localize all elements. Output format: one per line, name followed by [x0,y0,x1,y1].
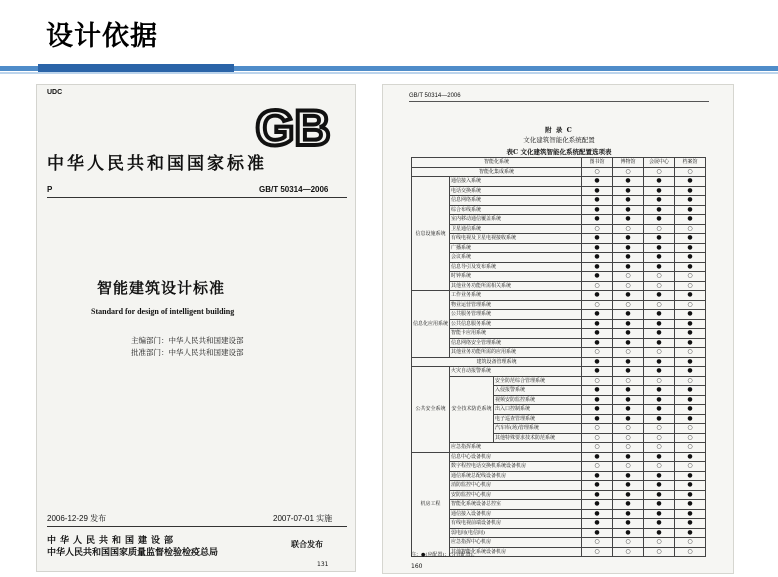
config-mark: ● [675,243,706,253]
table-row [412,443,706,453]
config-mark: ● [582,243,613,253]
table-row [412,186,706,196]
config-mark: ● [582,338,613,348]
config-mark: ● [613,509,644,519]
row-label: 火灾自动报警系统 [450,367,582,377]
appendix-subtitle: 文化建筑智能化系统配置 [523,136,595,144]
config-mark: ● [644,177,675,187]
group-label: 信息化应用系统 [412,291,450,358]
row-label: 智能化集成系统 [412,167,582,177]
config-mark: ● [613,291,644,301]
config-mark: ● [644,528,675,538]
udc-label: UDC [47,89,63,96]
config-mark: ● [644,338,675,348]
config-mark: ○ [644,424,675,434]
table-row [412,367,706,377]
cover-rule-bottom [47,526,347,527]
config-mark: ○ [613,433,644,443]
config-mark: ○ [582,376,613,386]
row-label: 公共服务管理系统 [450,310,582,320]
table-row [412,519,706,529]
row-label: 综合布线系统 [450,205,582,215]
header-system: 智能化系统 [412,158,582,168]
config-mark: ● [582,262,613,272]
row-label: 其他业务功能所需相关系统 [450,281,582,291]
config-mark: ● [613,405,644,415]
standard-english-title: Standard for design of intelligent building [91,307,235,316]
config-mark: ● [582,310,613,320]
config-mark: ○ [613,300,644,310]
config-mark: ● [582,395,613,405]
row-label: 安防监控中心机房 [450,490,582,500]
config-mark: ● [582,177,613,187]
row-label: 数字程控电话交换机系统设备机房 [450,462,582,472]
config-mark: ○ [644,224,675,234]
config-mark: ● [582,414,613,424]
table-row [412,490,706,500]
config-mark: ○ [613,443,644,453]
config-mark: ● [675,509,706,519]
config-mark: ● [582,481,613,491]
config-mark: ● [613,329,644,339]
config-mark: ● [644,319,675,329]
row-label: 汽车库(场)管理系统 [494,424,582,434]
config-mark: ○ [675,281,706,291]
config-mark: ○ [675,272,706,282]
config-mark: ● [613,500,644,510]
config-mark: ● [675,262,706,272]
config-mark: ● [582,490,613,500]
config-mark: ● [582,186,613,196]
config-mark: ● [582,234,613,244]
table-row [412,329,706,339]
config-mark: ● [644,329,675,339]
row-label: 应急指挥中心机房 [450,538,582,548]
issue-date: 2006-12-29 发布 [47,514,107,523]
row-label: 信息导引及发布系统 [450,262,582,272]
config-mark: ● [675,405,706,415]
config-mark: ● [613,395,644,405]
joint-release-label: 联合发布 [291,539,323,549]
config-mark: ● [675,205,706,215]
config-mark: ○ [613,424,644,434]
standard-cover-page [36,84,356,572]
table-row [412,224,706,234]
config-mark: ○ [582,300,613,310]
config-mark: ● [675,253,706,263]
config-mark: ● [582,509,613,519]
config-mark: ● [644,386,675,396]
row-label: 室内移动通信覆盖系统 [450,215,582,225]
config-mark: ● [644,186,675,196]
config-mark: ○ [644,281,675,291]
config-mark: ○ [582,281,613,291]
table-row [412,452,706,462]
config-mark: ● [613,319,644,329]
config-mark: ● [675,386,706,396]
config-mark: ● [675,481,706,491]
config-mark: ● [582,528,613,538]
table-row [412,348,706,358]
row-label: 视频安防监控系统 [494,395,582,405]
config-mark: ● [675,177,706,187]
standard-number: GB/T 50314—2006 [259,185,329,194]
group-label: 公共安全系统 [412,367,450,453]
config-mark: ● [613,414,644,424]
config-mark: ● [613,386,644,396]
row-label: 出入口控制系统 [494,405,582,415]
config-mark: ● [644,357,675,367]
config-mark: ○ [675,433,706,443]
row-label: 会议系统 [450,253,582,263]
config-mark: ● [675,367,706,377]
title-divider-line [0,72,778,74]
config-mark: ● [644,196,675,206]
config-mark: ○ [582,348,613,358]
header-library: 图书馆 [582,158,613,168]
config-mark: ● [582,272,613,282]
issuer-line-2: 中华人民共和国国家质量监督检验检疫总局 [47,548,219,558]
row-label: 建筑设备管理系统 [412,357,582,367]
table-header-row [412,158,706,168]
table-row [412,310,706,320]
table-row [412,291,706,301]
config-mark: ● [675,519,706,529]
config-mark: ● [613,471,644,481]
table-row [412,177,706,187]
config-mark: ● [675,310,706,320]
config-mark: ● [613,205,644,215]
config-mark: ● [675,490,706,500]
page-header-code: GB/T 50314—2006 [409,93,461,99]
config-mark: ● [644,452,675,462]
config-mark: ● [675,528,706,538]
config-mark: ○ [644,376,675,386]
row-label: 物业运营管理系统 [450,300,582,310]
config-mark: ○ [644,443,675,453]
config-mark: ○ [582,443,613,453]
table-row [412,319,706,329]
national-standard-title: 中华人民共和国国家标准 [47,154,267,174]
config-mark: ● [582,452,613,462]
p-mark: P [47,185,53,194]
config-mark: ● [644,500,675,510]
header-museum: 博物馆 [613,158,644,168]
table-row [412,481,706,491]
standard-main-title: 智能建筑设计标准 [97,279,226,297]
config-mark: ● [582,205,613,215]
config-mark: ○ [675,443,706,453]
group-label: 机房工程 [412,452,450,557]
config-mark: ○ [675,348,706,358]
config-mark: ○ [613,462,644,472]
row-label: 其他业务功能所需的应用系统 [450,348,582,358]
config-mark: ● [644,367,675,377]
row-label: 电话交换系统 [450,186,582,196]
config-mark: ● [613,215,644,225]
config-mark: ● [613,528,644,538]
config-mark: ● [613,481,644,491]
config-mark: ● [644,262,675,272]
table-row [412,300,706,310]
config-mark: ○ [613,376,644,386]
table-title: 表C 文化建筑智能化系统配置选项表 [506,148,612,156]
table-row [412,500,706,510]
config-mark: ● [582,405,613,415]
config-mark: ● [675,500,706,510]
gb-logo-text: GB [255,100,331,153]
config-mark: ● [644,310,675,320]
config-mark: ● [675,196,706,206]
config-mark: ● [675,319,706,329]
config-mark: ● [644,490,675,500]
config-mark: ● [644,205,675,215]
row-label: 信息网络系统 [450,196,582,206]
config-mark: ● [675,215,706,225]
table-row [412,471,706,481]
table-row [412,262,706,272]
config-mark: ● [644,291,675,301]
row-label: 有线电视前端设备机房 [450,519,582,529]
config-mark: ● [613,357,644,367]
config-mark: ● [675,395,706,405]
config-mark: ● [644,215,675,225]
config-mark: ● [613,177,644,187]
config-mark: ○ [613,167,644,177]
config-mark: ● [644,481,675,491]
config-mark: ● [613,519,644,529]
config-mark: ○ [582,433,613,443]
config-mark: ○ [675,376,706,386]
config-mark: ○ [675,424,706,434]
config-mark: ○ [582,224,613,234]
config-mark: ● [675,186,706,196]
cover-rule-top [47,197,347,198]
approver-department: 批准部门：中华人民共和国建设部 [131,348,244,357]
config-mark: ● [582,357,613,367]
row-label: 电子巡查管理系统 [494,414,582,424]
gb-logo-icon [245,99,341,153]
row-label: 有线电视及卫星电视接收系统 [450,234,582,244]
config-mark: ● [644,253,675,263]
config-mark: ○ [582,167,613,177]
table-row [412,376,706,386]
config-mark: ● [644,234,675,244]
row-label: 弱电间(电信间) [450,528,582,538]
table-row [412,234,706,244]
table-row [412,243,706,253]
config-mark: ● [675,452,706,462]
config-mark: ● [582,329,613,339]
row-label: 通信接入设备机房 [450,509,582,519]
config-mark: ○ [644,538,675,548]
config-mark: ○ [644,300,675,310]
config-mark: ○ [613,272,644,282]
config-mark: ● [582,319,613,329]
config-mark: ● [675,329,706,339]
config-mark: ● [675,338,706,348]
row-label: 其他智能化系统设备机房 [450,547,582,557]
config-mark: ○ [644,348,675,358]
config-mark: ● [613,196,644,206]
config-mark: ● [613,234,644,244]
table-row [412,167,706,177]
table-row [412,196,706,206]
page-header-rule [409,101,709,102]
config-mark: ○ [644,547,675,557]
config-mark: ● [582,519,613,529]
table-row [412,462,706,472]
config-mark: ○ [675,300,706,310]
config-mark: ● [582,500,613,510]
config-mark: ● [644,395,675,405]
config-mark: ○ [613,538,644,548]
config-mark: ○ [675,167,706,177]
config-mark: ● [582,196,613,206]
config-mark: ● [644,519,675,529]
row-label: 时钟系统 [450,272,582,282]
config-mark: ○ [613,547,644,557]
row-label: 通信系统总配线设备机房 [450,471,582,481]
issuer-line-1: 中华人民共和国建设部 [47,536,178,546]
config-mark: ○ [675,538,706,548]
config-mark: ● [613,490,644,500]
row-label: 入侵报警系统 [494,386,582,396]
config-mark: ● [582,253,613,263]
config-mark: ● [613,262,644,272]
row-label: 通信接入系统 [450,177,582,187]
table-row [412,205,706,215]
config-mark: ● [675,291,706,301]
config-mark: ○ [675,547,706,557]
config-mark: ● [675,414,706,424]
row-label: 公共信息服务系统 [450,319,582,329]
table-row [412,528,706,538]
subgroup-label: 安全技术防范系统 [450,376,494,443]
row-label: 信息中心设备机房 [450,452,582,462]
appendix-heading: 附 录 C [545,126,573,134]
config-mark: ● [644,414,675,424]
row-label: 其他特殊要求技术防范系统 [494,433,582,443]
config-mark: ○ [644,167,675,177]
row-label: 工作业务系统 [450,291,582,301]
config-mark: ○ [582,424,613,434]
header-exhibition: 会展中心 [644,158,675,168]
implement-date: 2007-07-01 实施 [273,514,333,523]
config-mark: ● [582,471,613,481]
row-label: 消防监控中心机房 [450,481,582,491]
config-mark: ○ [613,348,644,358]
config-mark: ● [613,253,644,263]
table-row [412,281,706,291]
row-label: 卫星通信系统 [450,224,582,234]
row-label: 智能化系统设备总控室 [450,500,582,510]
config-mark: ● [675,234,706,244]
config-mark: ○ [582,462,613,472]
row-label: 应急指挥系统 [450,443,582,453]
table-row [412,509,706,519]
config-mark: ● [644,243,675,253]
config-mark: ● [613,186,644,196]
slide-title: 设计依据 [46,21,158,52]
row-label: 智能卡应用系统 [450,329,582,339]
group-label: 信息设施系统 [412,177,450,291]
config-mark: ○ [644,462,675,472]
config-mark: ● [582,215,613,225]
left-page-number: 131 [317,561,329,568]
table-row [412,357,706,367]
config-mark: ● [613,338,644,348]
table-row [412,215,706,225]
table-row [412,272,706,282]
table-note: 注：●(应配置)；○(宜配置)。 [411,552,478,558]
config-mark: ● [582,367,613,377]
system-config-table-wrap [411,157,705,557]
header-archive: 档案馆 [675,158,706,168]
config-mark: ● [582,291,613,301]
config-mark: ● [675,471,706,481]
row-label: 安全防范综合管理系统 [494,376,582,386]
config-mark: ○ [613,281,644,291]
table-row [412,253,706,263]
config-mark: ○ [613,224,644,234]
config-mark: ● [613,243,644,253]
row-label: 广播系统 [450,243,582,253]
config-mark: ● [644,471,675,481]
config-mark: ● [675,357,706,367]
config-mark: ○ [582,538,613,548]
right-page-number: 160 [411,563,423,570]
table-row [412,538,706,548]
config-mark: ● [644,509,675,519]
config-mark: ● [613,452,644,462]
table-row [412,338,706,348]
row-label: 信息网络安全管理系统 [450,338,582,348]
system-config-table [411,157,706,557]
editor-department: 主编部门：中华人民共和国建设部 [131,336,244,345]
config-mark: ● [644,405,675,415]
config-mark: ○ [675,224,706,234]
appendix-table-page [382,84,734,574]
config-mark: ○ [582,547,613,557]
config-mark: ○ [675,462,706,472]
config-mark: ● [613,367,644,377]
config-mark: ● [613,310,644,320]
config-mark: ○ [644,272,675,282]
config-mark: ● [582,386,613,396]
config-mark: ○ [644,433,675,443]
